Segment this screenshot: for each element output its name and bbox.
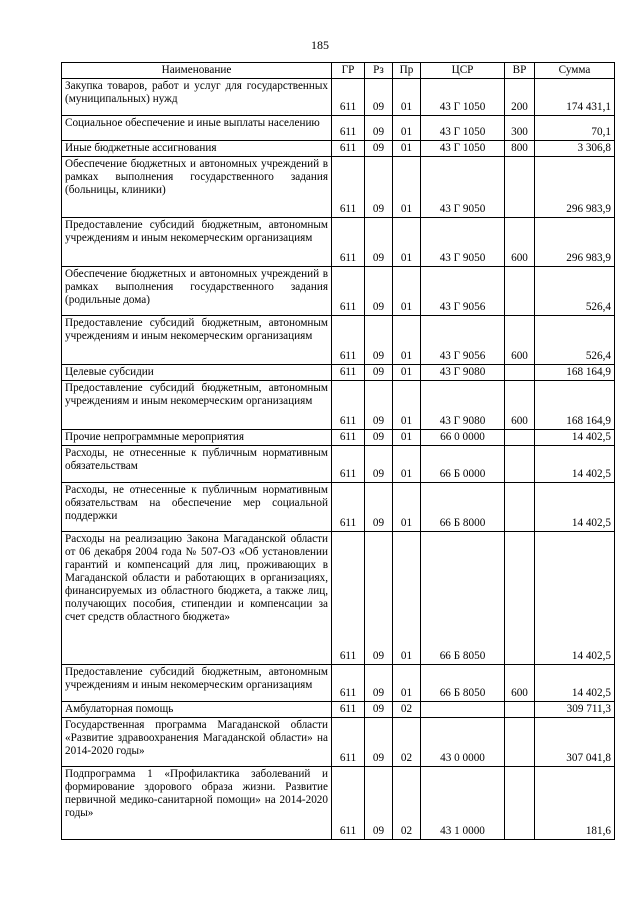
cell-gr: 611	[332, 702, 365, 718]
cell-csr: 43 Г 1050	[421, 141, 505, 157]
table-row	[62, 430, 615, 446]
cell-vr: 600	[505, 381, 535, 430]
cell-vr: 200	[505, 79, 535, 116]
table-row	[62, 665, 615, 702]
cell-pr: 01	[393, 365, 421, 381]
cell-sum: 174 431,1	[535, 79, 615, 116]
cell-sum: 14 402,5	[535, 532, 615, 665]
cell-gr: 611	[332, 483, 365, 532]
table-row	[62, 141, 615, 157]
cell-vr	[505, 718, 535, 767]
cell-sum: 526,4	[535, 316, 615, 365]
cell-pr: 02	[393, 702, 421, 718]
cell-csr: 66 Б 8050	[421, 665, 505, 702]
cell-sum: 14 402,5	[535, 430, 615, 446]
cell-csr: 43 Г 9080	[421, 381, 505, 430]
cell-name: Прочие непрограммные мероприятия	[62, 430, 332, 446]
cell-pr: 01	[393, 79, 421, 116]
cell-name: Иные бюджетные ассигнования	[62, 141, 332, 157]
table-row	[62, 157, 615, 218]
header-rz: Рз	[365, 63, 393, 79]
cell-pr: 01	[393, 316, 421, 365]
cell-vr	[505, 157, 535, 218]
cell-vr	[505, 365, 535, 381]
cell-csr: 43 0 0000	[421, 718, 505, 767]
cell-pr: 01	[393, 446, 421, 483]
header-gr: ГР	[332, 63, 365, 79]
cell-csr	[421, 702, 505, 718]
cell-vr: 600	[505, 316, 535, 365]
cell-sum: 168 164,9	[535, 365, 615, 381]
cell-sum: 3 306,8	[535, 141, 615, 157]
cell-csr: 43 Г 1050	[421, 116, 505, 141]
cell-rz: 09	[365, 316, 393, 365]
header-csr: ЦСР	[421, 63, 505, 79]
cell-sum: 70,1	[535, 116, 615, 141]
table-row	[62, 718, 615, 767]
cell-rz: 09	[365, 665, 393, 702]
cell-csr: 66 Б 8000	[421, 483, 505, 532]
table-header-row	[62, 63, 615, 79]
cell-sum: 307 041,8	[535, 718, 615, 767]
cell-pr: 01	[393, 532, 421, 665]
page-number: 185	[311, 38, 329, 52]
cell-sum: 526,4	[535, 267, 615, 316]
cell-rz: 09	[365, 141, 393, 157]
table-row	[62, 702, 615, 718]
cell-csr: 66 Б 8050	[421, 532, 505, 665]
table-row	[62, 267, 615, 316]
cell-sum: 14 402,5	[535, 446, 615, 483]
cell-vr	[505, 267, 535, 316]
table-row	[62, 532, 615, 665]
cell-csr: 66 0 0000	[421, 430, 505, 446]
cell-name: Расходы, не отнесенные к публичным нормативным обязательствам на обеспечение мер социальной поддержки	[62, 483, 332, 532]
cell-gr: 611	[332, 365, 365, 381]
cell-gr: 611	[332, 446, 365, 483]
cell-gr: 611	[332, 218, 365, 267]
cell-name: Расходы на реализацию Закона Магаданской области от 06 декабря 2004 года № 507-ОЗ «Об установлении гарантий и компенсаций для лиц, проживающих в Магаданской области и работающих в организациях, финансируемых из областного бюджета, а также лиц, получающих пособия, стипендии и компенсации за счет средств областного бюджета»	[62, 532, 332, 665]
header-vr: ВР	[505, 63, 535, 79]
cell-rz: 09	[365, 116, 393, 141]
cell-gr: 611	[332, 381, 365, 430]
cell-sum: 296 983,9	[535, 157, 615, 218]
cell-pr: 01	[393, 381, 421, 430]
cell-gr: 611	[332, 116, 365, 141]
cell-rz: 09	[365, 532, 393, 665]
cell-name: Предоставление субсидий бюджетным, автономным учреждениям и иным некомерческим организациям	[62, 665, 332, 702]
cell-sum: 296 983,9	[535, 218, 615, 267]
cell-vr	[505, 483, 535, 532]
cell-pr: 01	[393, 267, 421, 316]
cell-vr: 300	[505, 116, 535, 141]
header-name: Наименование	[62, 63, 332, 79]
table-row	[62, 79, 615, 116]
cell-rz: 09	[365, 218, 393, 267]
cell-csr: 43 Г 1050	[421, 79, 505, 116]
cell-name: Социальное обеспечение и иные выплаты населению	[62, 116, 332, 141]
cell-rz: 09	[365, 430, 393, 446]
cell-csr: 43 Г 9050	[421, 157, 505, 218]
cell-pr: 01	[393, 116, 421, 141]
table-row	[62, 767, 615, 840]
cell-name: Предоставление субсидий бюджетным, автономным учреждениям и иным некомерческим организациям	[62, 381, 332, 430]
cell-pr: 02	[393, 718, 421, 767]
table-row	[62, 365, 615, 381]
cell-vr: 600	[505, 665, 535, 702]
cell-rz: 09	[365, 702, 393, 718]
budget-table	[61, 62, 615, 840]
cell-pr: 01	[393, 665, 421, 702]
cell-rz: 09	[365, 446, 393, 483]
cell-vr: 800	[505, 141, 535, 157]
cell-pr: 01	[393, 430, 421, 446]
cell-pr: 01	[393, 483, 421, 532]
cell-rz: 09	[365, 157, 393, 218]
cell-name: Целевые субсидии	[62, 365, 332, 381]
cell-rz: 09	[365, 483, 393, 532]
cell-rz: 09	[365, 718, 393, 767]
cell-rz: 09	[365, 79, 393, 116]
cell-vr	[505, 430, 535, 446]
table-row	[62, 316, 615, 365]
cell-gr: 611	[332, 430, 365, 446]
cell-rz: 09	[365, 767, 393, 840]
cell-pr: 01	[393, 141, 421, 157]
cell-csr: 43 Г 9056	[421, 267, 505, 316]
cell-name: Предоставление субсидий бюджетным, автономным учреждениям и иным некомерческим организациям	[62, 218, 332, 267]
cell-gr: 611	[332, 141, 365, 157]
table-row	[62, 116, 615, 141]
cell-name: Закупка товаров, работ и услуг для государственных (муниципальных) нужд	[62, 79, 332, 116]
cell-vr	[505, 767, 535, 840]
header-pr: Пр	[393, 63, 421, 79]
cell-rz: 09	[365, 381, 393, 430]
cell-csr: 43 Г 9080	[421, 365, 505, 381]
cell-sum: 168 164,9	[535, 381, 615, 430]
cell-gr: 611	[332, 157, 365, 218]
cell-gr: 611	[332, 267, 365, 316]
cell-vr	[505, 702, 535, 718]
cell-csr: 43 Г 9056	[421, 316, 505, 365]
cell-sum: 14 402,5	[535, 665, 615, 702]
table-row	[62, 483, 615, 532]
cell-csr: 43 Г 9050	[421, 218, 505, 267]
cell-name: Обеспечение бюджетных и автономных учреждений в рамках выполнения государственного задания (больницы, клиники)	[62, 157, 332, 218]
cell-csr: 66 Б 0000	[421, 446, 505, 483]
cell-rz: 09	[365, 365, 393, 381]
cell-name: Расходы, не отнесенные к публичным нормативным обязательствам	[62, 446, 332, 483]
cell-sum: 309 711,3	[535, 702, 615, 718]
cell-sum: 181,6	[535, 767, 615, 840]
cell-rz: 09	[365, 267, 393, 316]
table-row	[62, 446, 615, 483]
cell-gr: 611	[332, 665, 365, 702]
cell-pr: 01	[393, 218, 421, 267]
cell-gr: 611	[332, 767, 365, 840]
table-row	[62, 381, 615, 430]
header-sum: Сумма	[535, 63, 615, 79]
table-row	[62, 218, 615, 267]
cell-gr: 611	[332, 532, 365, 665]
cell-name: Подпрограмма 1 «Профилактика заболеваний и формирование здорового образа жизни. Развитие первичной медико-санитарной помощи» на 2014-2020 годы»	[62, 767, 332, 840]
cell-pr: 02	[393, 767, 421, 840]
cell-csr: 43 1 0000	[421, 767, 505, 840]
cell-name: Государственная программа Магаданской области «Развитие здравоохранения Магаданской области» на 2014-2020 годы»	[62, 718, 332, 767]
cell-name: Предоставление субсидий бюджетным, автономным учреждениям и иным некомерческим организациям	[62, 316, 332, 365]
cell-gr: 611	[332, 718, 365, 767]
cell-name: Обеспечение бюджетных и автономных учреждений в рамках выполнения государственного задания (родильные дома)	[62, 267, 332, 316]
cell-sum: 14 402,5	[535, 483, 615, 532]
cell-gr: 611	[332, 316, 365, 365]
cell-vr	[505, 532, 535, 665]
cell-vr: 600	[505, 218, 535, 267]
cell-vr	[505, 446, 535, 483]
cell-name: Амбулаторная помощь	[62, 702, 332, 718]
cell-gr: 611	[332, 79, 365, 116]
cell-pr: 01	[393, 157, 421, 218]
